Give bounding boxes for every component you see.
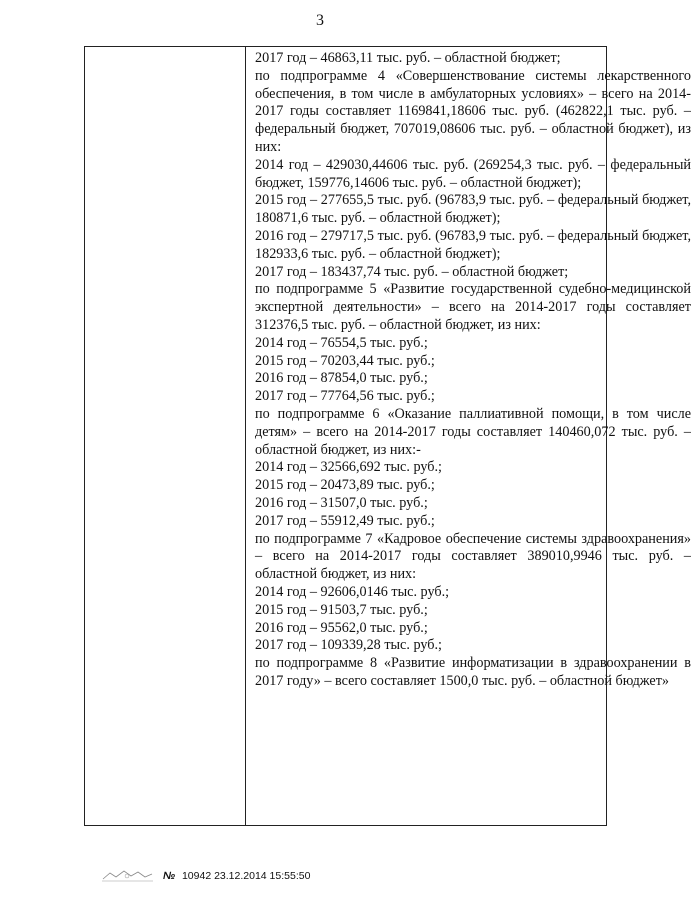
paragraph-2016-sp5: 2016 год – 87854,0 тыс. руб.; <box>255 370 428 387</box>
paragraph-2015-sp7: 2015 год – 91503,7 тыс. руб.; <box>255 601 428 618</box>
paragraph-subprogram-7: по подпрограмме 7 «Кадровое обеспечение системы здравоохранения» – всего на 2014-2017 годы составляет 389010,9946 тыс. руб. – областной бюджет, из них: <box>255 530 691 583</box>
paragraph-2016-sp6: 2016 год – 31507,0 тыс. руб.; <box>255 494 428 511</box>
paragraph-2014-sp5: 2014 год – 76554,5 тыс. руб.; <box>255 334 428 351</box>
paragraph-2014-sp6: 2014 год – 32566,692 тыс. руб.; <box>255 459 442 476</box>
paragraph-2016-sp7: 2016 год – 95562,0 тыс. руб.; <box>255 619 428 636</box>
registration-footer <box>100 866 310 886</box>
paragraph-subprogram-4: по подпрограмме 4 «Совершенствование системы лекарственного обеспечения, в том числе в амбулаторных условиях» – всего на 2014-2017 годы составляет 1169841,18606 тыс. руб. (462822,1 тыс. руб. – федеральный бюджет, 707019,08606 тыс. руб. – областной бюджет), из них: <box>255 67 691 155</box>
number-sign: № <box>163 870 176 882</box>
paragraph-2014-sp4: 2014 год – 429030,44606 тыс. руб. (269254,3 тыс. руб. – федеральный бюджет, 159776,14606 тыс. руб. – областной бюджет); <box>255 156 691 191</box>
paragraph-2017-oblast: 2017 год – 46863,11 тыс. руб. – областной бюджет; <box>255 50 561 66</box>
paragraph-2015-sp5: 2015 год – 70203,44 тыс. руб.; <box>255 352 435 369</box>
paragraph-2017-sp4: 2017 год – 183437,74 тыс. руб. – областной бюджет; <box>255 263 569 280</box>
stamp-icon <box>100 868 155 884</box>
column-divider <box>245 47 246 825</box>
paragraph-2017-sp6: 2017 год – 55912,49 тыс. руб.; <box>255 512 435 529</box>
document-table <box>84 46 691 826</box>
paragraph-2017-sp5: 2017 год – 77764,56 тыс. руб.; <box>255 388 435 405</box>
page-number: 3 <box>316 12 324 29</box>
paragraph-2016-sp4: 2016 год – 279717,5 тыс. руб. (96783,9 тыс. руб. – федеральный бюджет, 182933,6 тыс. руб. – областной бюджет); <box>255 227 691 262</box>
paragraph-subprogram-8: по подпрограмме 8 «Развитие информатизации в здравоохранении в 2017 году» – всего составляет 1500,0 тыс. руб. – областной бюджет» <box>255 655 691 689</box>
paragraph-2014-sp7: 2014 год – 92606,0146 тыс. руб.; <box>255 583 450 600</box>
paragraph-2017-sp7: 2017 год – 109339,28 тыс. руб.; <box>255 637 442 654</box>
paragraph-subprogram-5: по подпрограмме 5 «Развитие государственной судебно-медицинской экспертной деятельности» – всего на 2014-2017 годы составляет 312376,5 тыс. руб. – областной бюджет, из них: <box>255 281 691 333</box>
paragraph-2015-sp4: 2015 год – 277655,5 тыс. руб. (96783,9 тыс. руб. – федеральный бюджет, 180871,6 тыс. руб. – областной бюджет); <box>255 192 691 227</box>
table-right-cell <box>255 50 691 691</box>
paragraph-subprogram-6: по подпрограмме 6 «Оказание паллиативной помощи, в том числе детям» – всего на 2014-2017 годы составляет 140460,072 тыс. руб. – областной бюджет, из них:- <box>255 405 691 458</box>
paragraph-2015-sp6: 2015 год – 20473,89 тыс. руб.; <box>255 477 435 494</box>
registration-stamp-text: 10942 23.12.2014 15:55:50 <box>181 870 311 882</box>
